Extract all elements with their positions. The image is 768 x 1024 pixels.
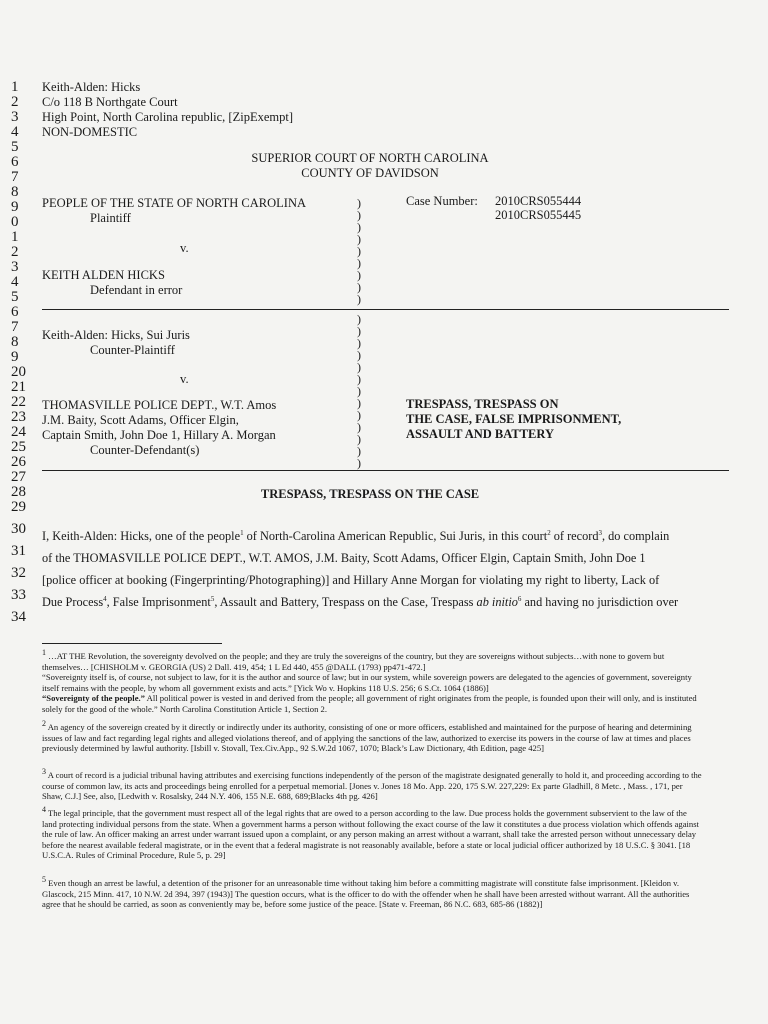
line-number: 1 <box>11 229 19 245</box>
counter-plaintiff-name: Keith-Alden: Hicks, Sui Juris <box>42 328 190 342</box>
line-number: 8 <box>11 334 19 350</box>
defendant-role: Defendant in error <box>90 283 183 297</box>
counter-defendant-role: Counter-Defendant(s) <box>90 443 200 457</box>
body-line: Due Process$^4$, False Imprisonment$^5$, Assault and Battery, Trespass on the Case, Trespass ab initio$^6$ and having no jurisdiction over <box>42 594 679 609</box>
claim-line: THE CASE, FALSE IMPRISONMENT, <box>406 412 622 426</box>
footnote-5: 5 Even though an arrest be lawful, a detention of the prisoner for an unreasonable time without taking him before a committing magistrate will constitute false imprisonment. [Kleidon v. Glascock, 215 Minn. 417, 10 N.W. 2d 394, 397 (1943)] The question occurs, what is the officer to do with the offender when he shall have been arrested without warrant. All the authorities agree that he should be carried, as soon as conveniently may be, before some justice of the peace. [State v. Freeman, 86 N.C. 683, 685-86 (1882)] <box>42 875 690 910</box>
line-number: 4 <box>11 274 19 290</box>
sender-address1: C/o 118 B Northgate Court <box>42 95 178 109</box>
footnote-rule <box>42 643 222 644</box>
line-number: 21 <box>11 379 26 395</box>
line-number: 2 <box>11 244 19 260</box>
plaintiff-name: PEOPLE OF THE STATE OF NORTH CAROLINA <box>42 196 307 210</box>
body-line: [police officer at booking (Fingerprinting/Photographing)] and Hillary Anne Morgan for violating my right to liberty, Lack of <box>42 573 660 587</box>
versus: v. <box>180 241 189 255</box>
footnote-1: 1 …AT THE Revolution, the sovereignty devolved on the people; and they are truly the sovereigns of the country, but they are sovereigns without subjects…with none to govern but themselves… [CHISHOLM v. GEORGIA (US) 2 Dall. 419, 454; 1 L Ed 440, 455 @DALL (1793) pp471-472.] “Sovereignty itself is, of course, not subject to law, for it is the author and source of law; but in our system, while sovereign powers are delegated to the agencies of government, sovereignty itself remains with the people, by whom all government exists and acts.” [Yick Wo v. Hopkins 118 U.S. 256; 6 S.Ct. 1064 (1886)] “Sovereignty of the people.” All political power is vested in and derived from the people; all government of right originates from the people, is founded upon their will only, and is instituted solely for the good of the whole.” North Carolina Constitution Article 1, Section 2. <box>42 648 697 714</box>
line-number: 5 <box>11 139 19 155</box>
body-line: of the THOMASVILLE POLICE DEPT., W.T. AMOS, J.M. Baity, Scott Adams, Officer Elgin, Captain Smith, John Doe 1 <box>42 551 646 565</box>
defendant-name: KEITH ALDEN HICKS <box>42 268 165 282</box>
document-title: TRESPASS, TRESPASS ON THE CASE <box>260 487 480 501</box>
line-number: 34 <box>11 609 26 625</box>
line-number: 26 <box>11 454 26 470</box>
footnote-4: 4 The legal principle, that the government must respect all of the legal rights that are owed to a person according to the law. Due process holds the government subservient to the law of the land protecting individual persons from the state. When a government harms a person without following the exact course of the law it constitutes a due process violation which offends against the rule of law. An officer making an arrest under warrant issued upon a complaint, or any person making an arrest without a warrant, shall take the arrested person without unnecessary delay before the nearest available federal magistrate, or in the event that a federal magistrate is not reasonably available, before a state or local judicial officer authorized by 18 U.S.C. § 3041. [18 U.S.C.A. Rules of Criminal Procedure, Rule 5, p. 29] <box>42 805 699 861</box>
line-number: 9 <box>11 199 19 215</box>
case-number-label: Case Number: <box>406 194 478 208</box>
line-number: 25 <box>11 439 26 455</box>
line-number: 6 <box>11 154 19 170</box>
counter-defendant-line: J.M. Baity, Scott Adams, Officer Elgin, <box>42 413 239 427</box>
line-number: 31 <box>11 543 26 559</box>
court-county: COUNTY OF DAVIDSON <box>301 166 439 180</box>
line-number: 33 <box>11 587 26 603</box>
case-number: 2010CRS055445 <box>495 208 582 222</box>
line-number: 23 <box>11 409 26 425</box>
line-number: 28 <box>11 484 26 500</box>
divider-rule <box>42 309 729 310</box>
line-number: 8 <box>11 184 19 200</box>
line-number: 32 <box>11 565 26 581</box>
divider-rule <box>42 470 729 471</box>
sender-name: Keith-Alden: Hicks <box>42 80 141 94</box>
line-number: 29 <box>11 499 26 515</box>
line-number: 9 <box>11 349 19 365</box>
court-name: SUPERIOR COURT OF NORTH CAROLINA <box>251 151 489 165</box>
sender-status: NON-DOMESTIC <box>42 125 138 139</box>
line-number: 20 <box>11 364 26 380</box>
line-number: 0 <box>11 214 19 230</box>
line-number: 3 <box>11 259 19 275</box>
footnote-3: 3 A court of record is a judicial tribunal having attributes and exercising functions independently of the person of the magistrate designated generally to hold it, and proceeding according to the course of common law, its acts and proceedings being enrolled for a perpetual memorial. [Jones v. Jones 18 Mo. App. 220, 175 S.W. 227,229: Ex parte Gladhill, 8 Metc. , Mass. , 171, per Shaw, C.J.] See, also, [Ledwith v. Rosalsky, 244 N.Y. 406, 155 N.E. 688, 689;Blacks 4th pg. 426] <box>42 767 702 802</box>
counter-defendant-line: Captain Smith, John Doe 1, Hillary A. Morgan <box>42 428 276 442</box>
line-number: 2 <box>11 94 19 110</box>
counter-plaintiff-role: Counter-Plaintiff <box>90 343 175 357</box>
counter-defendant-line: THOMASVILLE POLICE DEPT., W.T. Amos <box>42 398 277 412</box>
line-number: 30 <box>11 521 26 537</box>
line-number: 1 <box>11 79 19 95</box>
sender-address2: High Point, North Carolina republic, [ZipExempt] <box>42 110 293 124</box>
line-number: 6 <box>11 304 19 320</box>
line-number: 3 <box>11 109 19 125</box>
line-number: 5 <box>11 289 19 305</box>
case-number: 2010CRS055444 <box>495 194 582 208</box>
claim-line: ASSAULT AND BATTERY <box>406 427 554 441</box>
document-page: 1 2 3 4 5 6 7 8 9 0 1 2 3 4 5 6 7 8 9 20 21 22 23 24 25 26 27 28 29 30 31 32 33 34 Keith-Alden: Hicks C/o 118 B Northgate Court High Point, North Carolina republic, [ZipExempt] NON-DOMESTIC SUPERIOR COURT OF NORTH CAROLINA COUNTY OF DAVIDSON PEOPLE OF THE STATE OF NORTH CAROLINA Plaintiff v. KEITH ALDEN HICKS Defendant in error Case Number: 2010CRS055444 2010CRS055445 ) ) ) ) ) ) ) ) ) Keith-Alden: Hicks, Sui Juris Counter-Plaintiff v. THOMASVILLE POLICE DEPT., W.T. Amos J.M. Baity, Scott Adams, Officer Elgin, Captain Smith, John Doe 1, Hillary A. Morgan Counter-Defendant(s) TRESPASS, TRESPASS ON THE CASE, FALSE IMPRISONMENT, ASSAULT AND BATTERY ) ) ) ) ) ) ) ) ) ) ) ) ) TRESPASS, TRESPASS ON THE CASE I, Keith-Alden: Hicks, one of the people$^1$ of North-Carolina American Republic, Sui Juris, in this court$^2$ of record$^3$, do complain of the THOMASVILLE POLICE DEPT., W.T. AMOS, J.M. Baity, Scott Adams, Officer Elgin, Captain Smith, John Doe 1 [police officer at booking (Fingerprinting/Photographing)] and Hillary Anne Morgan for violating my right to liberty, Lack of Due Process$^4$, False Imprisonment$^5$, Assault and Battery, Trespass on the Case, Trespass ab initio$^6$ and having no jurisdiction over 1 …AT THE Revolution, the sovereignty devolved on the people; and they are truly the sovereigns of the country, but they are sovereigns without subjects…with none to govern but themselves… [CHISHOLM v. GEORGIA (US) 2 Dall. 419, 454; 1 L Ed 440, 455 @DALL (1793) pp471-472.] “Sovereignty itself is, of course, not subject to law, for it is the author and source of law; but in our system, while sovereign powers are delegated to the agencies of government, sovereignty itself remains with the people, by whom all government exists and acts.” [Yick Wo v. Hopkins 118 U.S. 256; 6 S.Ct. 1064 (1886)] “Sovereignty of the people.” All political power is vested in and derived from the people; all government of right originates from the people, is founded upon their will only, and is instituted solely for the good of the whole.” North Carolina Constitution Article 1, Section 2. 2 An agency of the sovereign created by it directly or indirectly under its authority, consisting of one or more officers, established and maintained for the purpose of hearing and determining issues of law and fact regarding legal rights and alleged violations thereof, and of applying the sanctions of the law, authorized to exercise its powers in the course of law at times and places previously determined by lawful authority. [Isbill v. Stovall, Tex.Civ.App., 92 S.W.2d 1067, 1070; Black’s Law Dictionary, 4th Edition, page 425] 3 A court of record is a judicial tribunal having attributes and exercising functions independently of the person of the magistrate designated generally to hold it, and proceeding according to the course of common law, its acts and proceedings being enrolled for a perpetual memorial. [Jones v. Jones 18 Mo. App. 220, 175 S.W. 227,229: Ex parte Gladhill, 8 Metc. , Mass. , 171, per Shaw, C.J.] See, also, [Ledwith v. Rosalsky, 244 N.Y. 406, 155 N.E. 688, 689;Blacks 4th pg. 426] 4 The legal principle, that the government must respect all of the legal rights that are owed to a person according to the law. Due process holds the government subservient to the law of the land protecting individual persons from the state. When a government harms a person without following the exact course of the law it constitutes a due process violation which offends against the rule of law. An officer making an arrest under warrant issued upon a complaint, or any person making an arrest without a warrant, shall take the arrested person without unnecessary delay before the nearest available federal magistrate, or in the event that a federal magistrate is not reasonably available, before a state or local judicial officer authorized by 18 U.S.C. § 3041. [18 U.S.C.A. Rules of Criminal Procedure, Rule 5, p. 29] 5 Even though an arrest be lawful, a detention of the prisoner for an unreasonable time without taking him before a committing magistrate will constitute false imprisonment. [Kleidon v. Glascock, 215 Minn. 417, 10 N.W. 2d 394, 397 (1943)] The question occurs, what is the officer to do with the offender when he shall have been arrested without warrant. All the authorities agree that he should be carried, as soon as conveniently may be, before some justice of the peace. [State v. Freeman, 86 N.C. 683, 685-86 (1882)] <box>0 0 768 1024</box>
line-number: 7 <box>11 169 19 185</box>
line-number: 4 <box>11 124 19 140</box>
versus: v. <box>180 372 189 386</box>
claim-line: TRESPASS, TRESPASS ON <box>406 397 559 411</box>
line-number: 27 <box>11 469 26 485</box>
line-number: 7 <box>11 319 19 335</box>
line-number: 24 <box>11 424 26 440</box>
line-number: 22 <box>11 394 26 410</box>
plaintiff-role: Plaintiff <box>90 211 131 225</box>
body-line: I, Keith-Alden: Hicks, one of the people$^1$ of North-Carolina American Republic, Sui Juris, in this court$^2$ of record$^3$, do complain <box>42 528 670 543</box>
footnote-2: 2 An agency of the sovereign created by it directly or indirectly under its authority, consisting of one or more officers, established and maintained for the purpose of hearing and determining issues of law and fact regarding legal rights and alleged violations thereof, and of applying the sanctions of the law, authorized to exercise its powers in the course of law at times and places previously determined by lawful authority. [Isbill v. Stovall, Tex.Civ.App., 92 S.W.2d 1067, 1070; Black’s Law Dictionary, 4th Edition, page 425] <box>42 719 692 754</box>
